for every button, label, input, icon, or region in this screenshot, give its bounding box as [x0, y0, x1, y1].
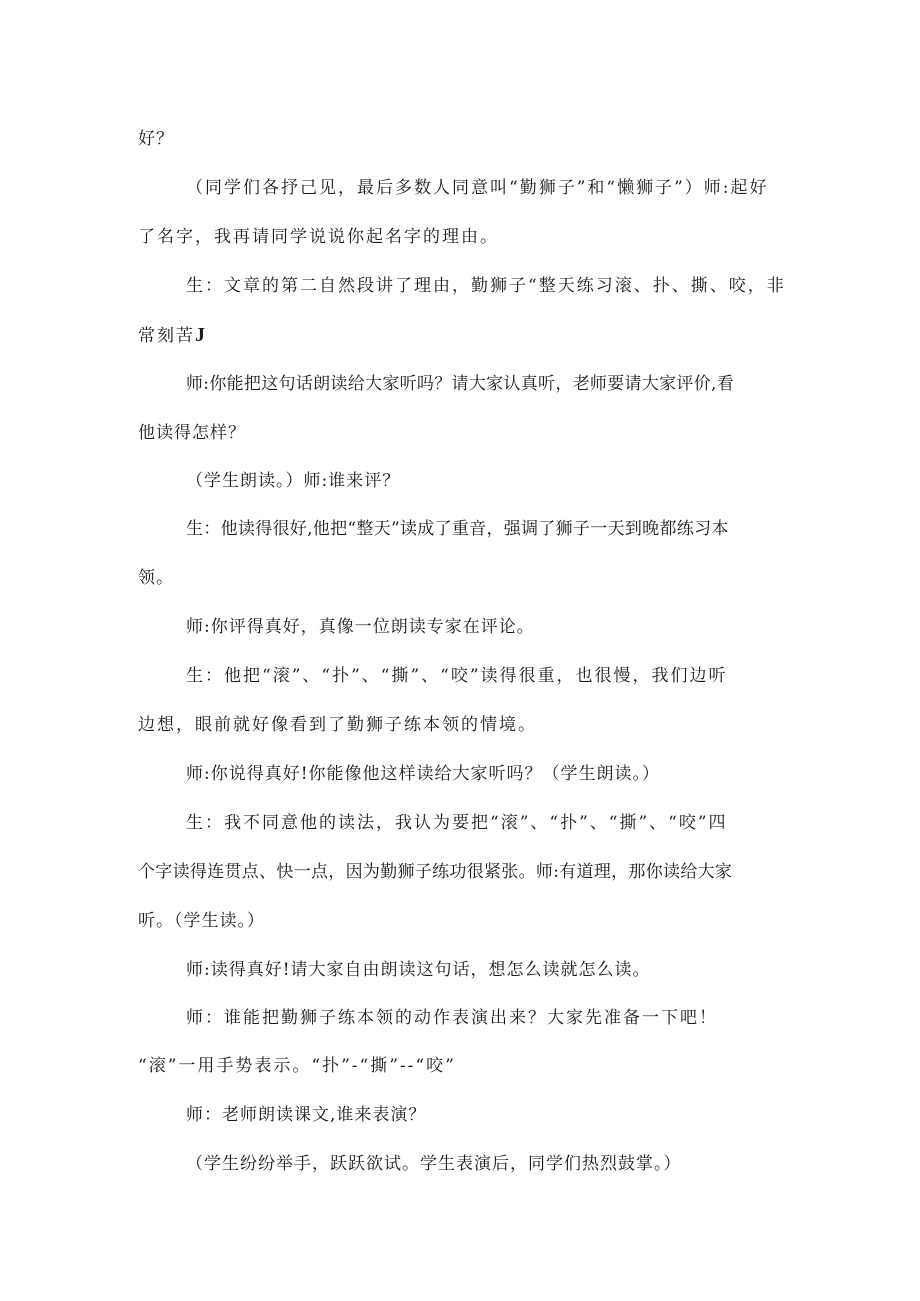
text-line-17: 听。（学生读。）	[138, 911, 265, 931]
text-line-18: 师:读得真好!请大家自由朗读这句话，想怎么读就怎么读。	[186, 960, 651, 980]
text-line-22: （学生纷纷举手，跃跃欲试。学生表演后，同学们热烈鼓掌。）	[186, 1154, 682, 1174]
text-line-5	[138, 323, 207, 348]
text-line-19: 师：谁能把勤狮子练本领的动作表演出来？大家先准备一下吧！	[186, 1008, 718, 1028]
text-line-10: 领。	[138, 568, 174, 588]
text-line-12: 生：他把“滚”、“扑”、“撕”、“咬”读得很重，也很慢，我们边听	[186, 666, 728, 686]
text-line-7: 他读得怎样？	[138, 423, 246, 443]
text-line-4: 生：文章的第二自然段讲了理由，勤狮子“整天练习滚、扑、撕、咬，非	[186, 276, 786, 296]
text-line-11: 师:你评得真好，真像一位朗读专家在评论。	[186, 617, 535, 637]
text-line-15: 生：我不同意他的读法，我认为要把“滚”、“扑”、“撕”、“咬”四	[186, 813, 728, 833]
text-line-3: 了名字，我再请同学说说你起名字的理由。	[138, 227, 499, 247]
text-line-14: 师:你说得真好!你能像他这样读给大家听吗？（学生朗读。）	[186, 764, 661, 784]
text-line-9: 生：他读得很好,他把“整天”读成了重音，强调了狮子一天到晚都练习本	[186, 519, 729, 539]
text-line-21: 师：老师朗读课文,谁来表演？	[186, 1105, 427, 1125]
stray-mark: J	[195, 324, 207, 346]
text-line-8: （学生朗读。）师:谁来评？	[186, 471, 401, 491]
text-line-13: 边想，眼前就好像看到了勤狮子练本领的情境。	[138, 715, 537, 735]
text-line-20: “滚”一用手势表示。“扑”-“撕”--“咬”	[138, 1056, 456, 1076]
text-line-1: 好？	[138, 129, 174, 149]
text-line-5-main: 常刻苦	[138, 326, 195, 346]
text-line-16: 个字读得连贯点、快一点，因为勤狮子练功很紧张。师:有道理，那你读给大家	[138, 862, 733, 882]
text-line-6: 师:你能把这句话朗读给大家听吗？请大家认真听，老师要请大家评价,看	[186, 374, 735, 394]
text-line-2: （同学们各抒己见，最后多数人同意叫“勤狮子”和“懒狮子”）师:起好	[186, 178, 769, 198]
